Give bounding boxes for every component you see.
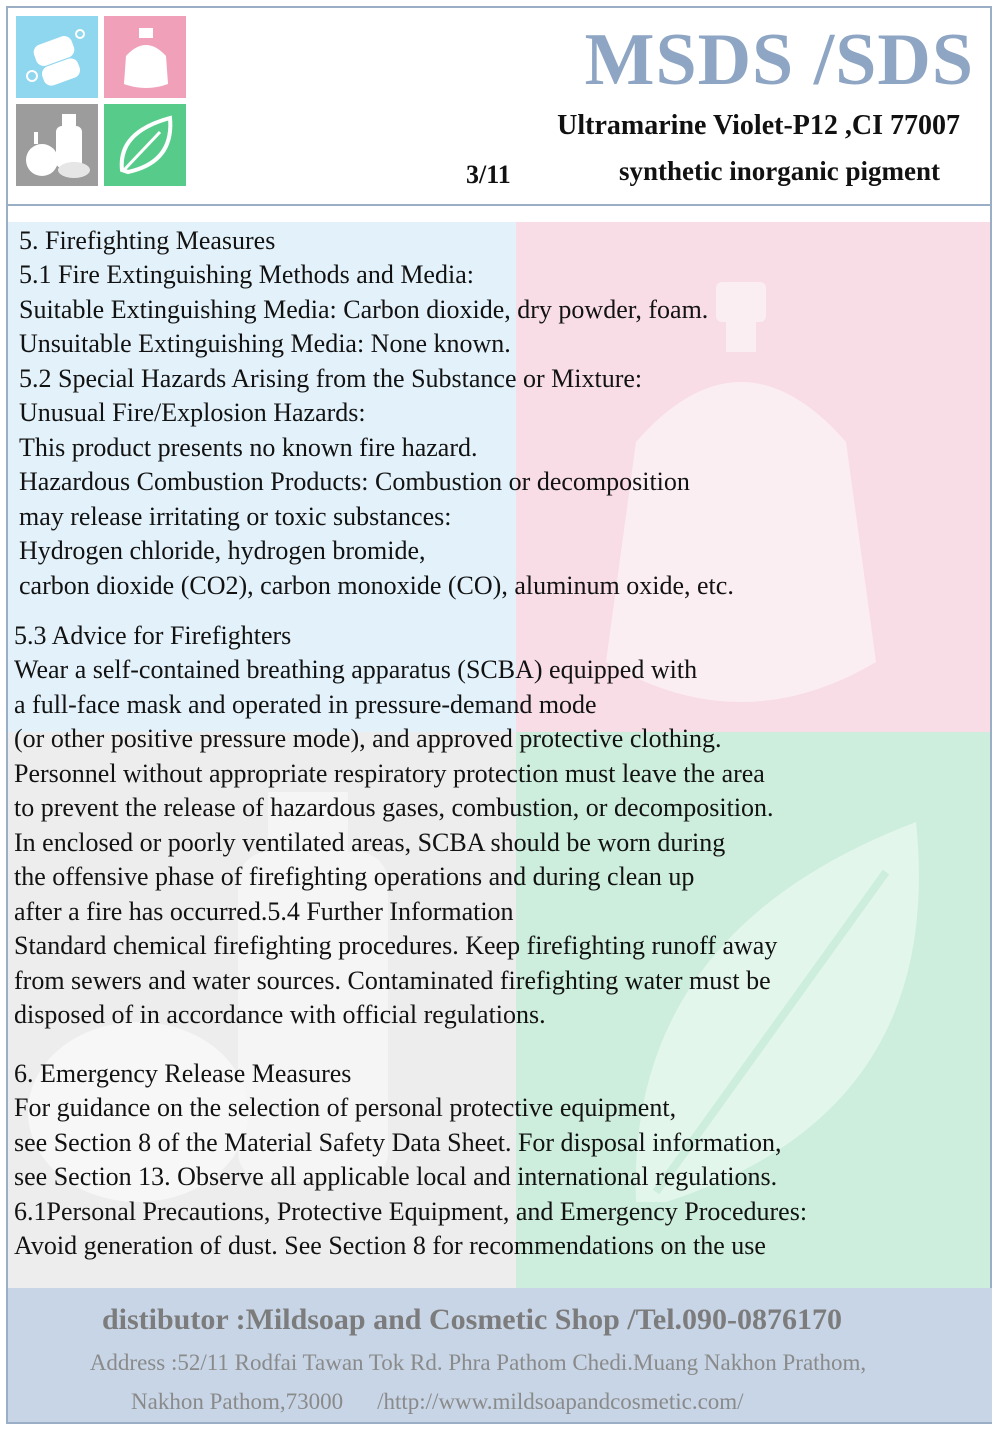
text-line: to prevent the release of hazardous gases, combustion, or decomposition.: [14, 793, 774, 822]
subsection-heading: 5.2 Special Hazards Arising from the Substance or Mixture:: [19, 364, 643, 393]
text-line: Wear a self-contained breathing apparatus (SCBA) equipped with: [14, 655, 698, 684]
text-line: may release irritating or toxic substances:: [19, 502, 452, 531]
footer-website-link[interactable]: /http://www.mildsoapandcosmetic.com/: [377, 1389, 744, 1414]
logo-tile-bottles: [16, 104, 98, 186]
text-line: see Section 8 of the Material Safety Data Sheet. For disposal information,: [14, 1128, 782, 1157]
text-line: after a fire has occurred.5.4 Further Information: [14, 897, 514, 926]
text-line: from sewers and water sources. Contaminated firefighting water must be: [14, 966, 771, 995]
product-name: Ultramarine Violet-P12 ,CI 77007: [557, 110, 960, 141]
text-line: carbon dioxide (CO2), carbon monoxide (CO), aluminum oxide, etc.: [19, 571, 734, 600]
leaf-icon: [104, 104, 186, 186]
text-line: Suitable Extinguishing Media: Carbon dioxide, dry powder, foam.: [19, 295, 709, 324]
footer-city: Nakhon Pathom,73000: [131, 1389, 344, 1414]
footer-distributor: distibutor :Mildsoap and Cosmetic Shop /Tel.090-0876170: [101, 1303, 843, 1336]
text-line: In enclosed or poorly ventilated areas, SCBA should be worn during: [14, 828, 726, 857]
subsection-heading: 5.1 Fire Extinguishing Methods and Media:: [19, 260, 474, 289]
text-line: Avoid generation of dust. See Section 8 for recommendations on the use: [14, 1231, 766, 1260]
logo-tile-soap: [16, 16, 98, 98]
subsection-heading: 5.3 Advice for Firefighters: [14, 621, 292, 650]
company-logo: [16, 16, 186, 186]
text-line: Personnel without appropriate respiratory protection must leave the area: [14, 759, 765, 788]
text-line: Hazardous Combustion Products: Combustion or decomposition: [19, 467, 690, 496]
text-line: (or other positive pressure mode), and approved protective clothing.: [14, 724, 722, 753]
product-type: synthetic inorganic pigment: [619, 156, 940, 186]
spray-bottle-icon: [104, 16, 186, 98]
lotion-bottles-icon: [16, 104, 98, 186]
text-line: see Section 13. Observe all applicable local and international regulations.: [14, 1162, 778, 1191]
text-line: a full-face mask and operated in pressure-demand mode: [14, 690, 597, 719]
section-heading: 6. Emergency Release Measures: [14, 1059, 352, 1088]
soap-bar-icon: [16, 16, 98, 98]
text-line: For guidance on the selection of personal protective equipment,: [14, 1093, 677, 1122]
text-line: the offensive phase of firefighting operations and during clean up: [14, 862, 695, 891]
text-line: Hydrogen chloride, hydrogen bromide,: [19, 536, 426, 565]
text-line: Unusual Fire/Explosion Hazards:: [19, 398, 366, 427]
text-line: disposed of in accordance with official regulations.: [14, 1000, 546, 1029]
section-heading: 5. Firefighting Measures: [19, 226, 276, 255]
page-number: 3/11: [466, 160, 511, 189]
text-line: Standard chemical firefighting procedures. Keep firefighting runoff away: [14, 931, 778, 960]
footer-address-line: Address :52/11 Rodfai Tawan Tok Rd. Phra Pathom Chedi.Muang Nakhon Prathom,: [89, 1350, 867, 1375]
text-line: Unsuitable Extinguishing Media: None known.: [19, 329, 511, 358]
logo-tile-spray: [104, 16, 186, 98]
logo-tile-leaf: [104, 104, 186, 186]
subsection-heading: 6.1Personal Precautions, Protective Equipment, and Emergency Procedures:: [14, 1197, 808, 1226]
document-title: MSDS /SDS: [584, 19, 974, 101]
text-line: This product presents no known fire hazard.: [19, 433, 478, 462]
footer-address-city: [131, 1389, 744, 1415]
header-divider: [8, 204, 992, 206]
